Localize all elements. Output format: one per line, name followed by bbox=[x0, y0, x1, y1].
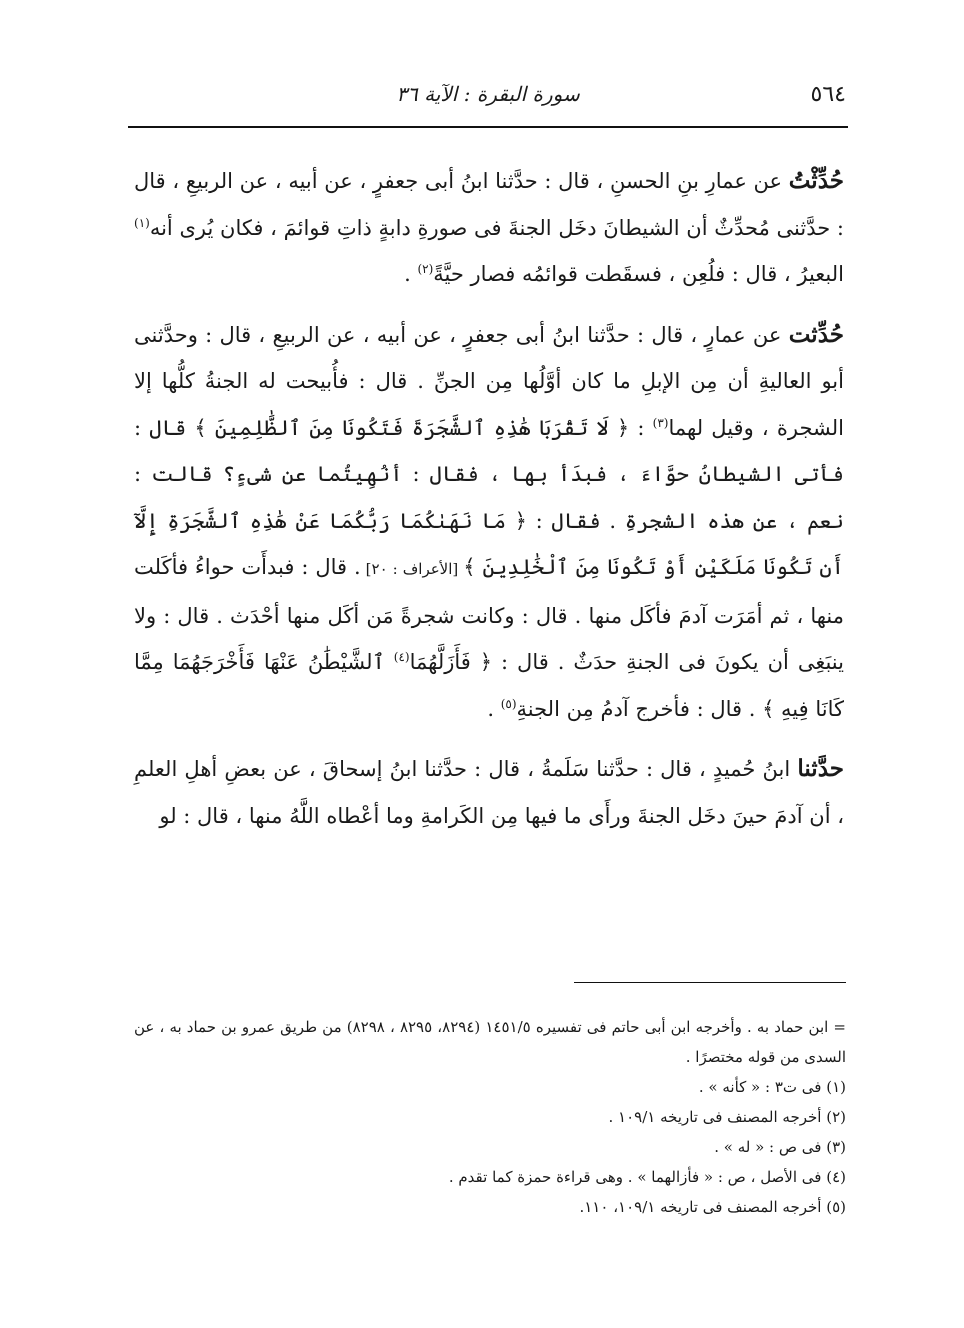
footnote-marker: (٥) bbox=[500, 696, 517, 711]
quran-verse: ﴿ فَأَزَلَّهُمَا bbox=[409, 650, 493, 674]
page-header bbox=[130, 78, 846, 118]
running-title: سورة البقرة : الآية ٣٦ bbox=[396, 82, 580, 106]
paragraph-text: : bbox=[629, 415, 653, 440]
paragraph-text: . قال : فأخرج آدمُ مِن الجنةِ bbox=[516, 696, 763, 721]
paragraph-text: عن عمارِ بنِ الحسنِ ، قال : حدَّثنا ابنُ أبى جعفرٍ ، عن أبيه ، عن الربيعِ ، قال : حدَّثنى مُحدِّثٌ أن الشيطانَ دخَل الجنةَ فى صورةِ دابةٍ ذاتِ قوائمَ ، فكان يُرى أنه bbox=[134, 169, 844, 240]
paragraph-text: عن عمارٍ ، قال : حدَّثنا ابنُ أبى جعفرٍ ، عن أبيه ، عن الربيعِ ، قال : وحدَّثنى أبو العاليةِ أن مِن الإبلِ ما كان أوَّلُها مِن الجنِّ . قال : فأُبيحت له الجنةُ كلُّها إلا الشجرة ، وقيل لهما bbox=[134, 322, 845, 440]
footnote-separator bbox=[574, 982, 846, 983]
footnote-3: (٣) فى ص : « له » . bbox=[714, 1138, 846, 1156]
paragraph-text: . قال : فبدأَت حواءُ فأكَلت منها ، ثم أمَرَت آدمَ فأكَل منها . قال : وكانت شجرةً مَن أكَل منها أحْدَث . قال : ولا ينبَغِى أن يكونَ فى الجنةِ حدَثٌ . قال : bbox=[134, 555, 844, 674]
main-text bbox=[134, 158, 844, 853]
footnote-2: (٢) أخرجه المصنف فى تاريخه ١٠٩/١ . bbox=[608, 1108, 846, 1126]
footnotes bbox=[134, 1012, 846, 1222]
footnote-marker: (٤) bbox=[393, 650, 410, 664]
paragraph-lead: حُدِّثت bbox=[788, 320, 844, 348]
footnote-5: (٥) أخرجه المصنف فى تاريخه ١٠٩/١، ١١٠. bbox=[579, 1198, 846, 1216]
paragraph-2 bbox=[134, 312, 844, 733]
footnote-marker: (١) bbox=[134, 215, 150, 230]
paragraph-lead: حدَّثنا bbox=[797, 755, 844, 782]
verse-reference: [الأعراف : ٢٠] bbox=[360, 560, 464, 578]
footnote-marker: (٣) bbox=[652, 415, 669, 430]
quran-verse: ﴿ لَا تَقْرَبَا هَٰذِهِ ٱلشَّجَرَةَ فَتَكُونَا مِنَ ٱلظَّٰلِمِينَ ﴾ bbox=[194, 415, 630, 440]
paragraph-1 bbox=[134, 158, 844, 298]
paragraph-lead: حُدِّثْتُ bbox=[788, 167, 844, 194]
paragraph-text: ابنُ حُميدٍ ، قال : حدَّثنا سَلَمةُ ، قال : حدَّثنا ابنُ إسحاقَ ، عن بعضِ أهلِ العلمِ ، أن آدمَ حينَ دخَل الجنةَ ورأَى ما فيها مِن الكَرامةِ وما أعْطاه اللَّهُ منها ، قال : لو bbox=[134, 757, 844, 828]
paragraph-3 bbox=[134, 746, 844, 839]
footnote-marker: (٢) bbox=[417, 262, 434, 276]
paragraph-text: . bbox=[404, 262, 418, 286]
footnote-4: (٤) فى الأصل ، ص : « فأزالهما » . وهى قراءة حمزة كما تقدم . bbox=[448, 1168, 846, 1186]
quran-verse: ﴿ مَا نَهَىٰكُمَا رَبُّكُمَا عَنْ هَٰذِهِ ٱلشَّجَرَةِ إِلَّآ أَن تَكُونَا مَلَكَيْنِ أَوْ تَكُونَا مِنَ ٱلْخَٰلِدِينَ ﴾ bbox=[134, 508, 844, 579]
quran-verse: ٱلشَّيْطَٰنُ عَنْهَا فَأَخْرَجَهُمَا مِمَّا كَانَا فِيهِ ﴾ bbox=[134, 650, 844, 721]
header-rule bbox=[128, 126, 848, 128]
paragraph-text: قال : فأتى الشيطانُ حوَّاءَ ، فبدَأ بها ، فقال : أنُهِيتُما عن شىءٍ؟ قالت : نعم ، عن هذه الشجرةِ . فقال : bbox=[134, 415, 844, 533]
paragraph-text: . bbox=[487, 696, 501, 721]
footnote-1: (١) فى ت٣ : « كأنه » . bbox=[698, 1078, 846, 1096]
paragraph-text: البعيرُ ، قال : فلُعِن ، فسقَطت قوائمُه فصار حيَّةً bbox=[433, 262, 844, 286]
page-number: ٥٦٤ bbox=[810, 82, 846, 107]
footnote-continuation: = ابن حماد به . وأخرجه ابن أبى حاتم فى تفسيره ١٤٥١/٥ (٨٢٩٤، ٨٢٩٥ ، ٨٢٩٨) من طريق عمرو بن حماد به ، عن السدى من قوله مختصرًا . bbox=[134, 1018, 846, 1066]
